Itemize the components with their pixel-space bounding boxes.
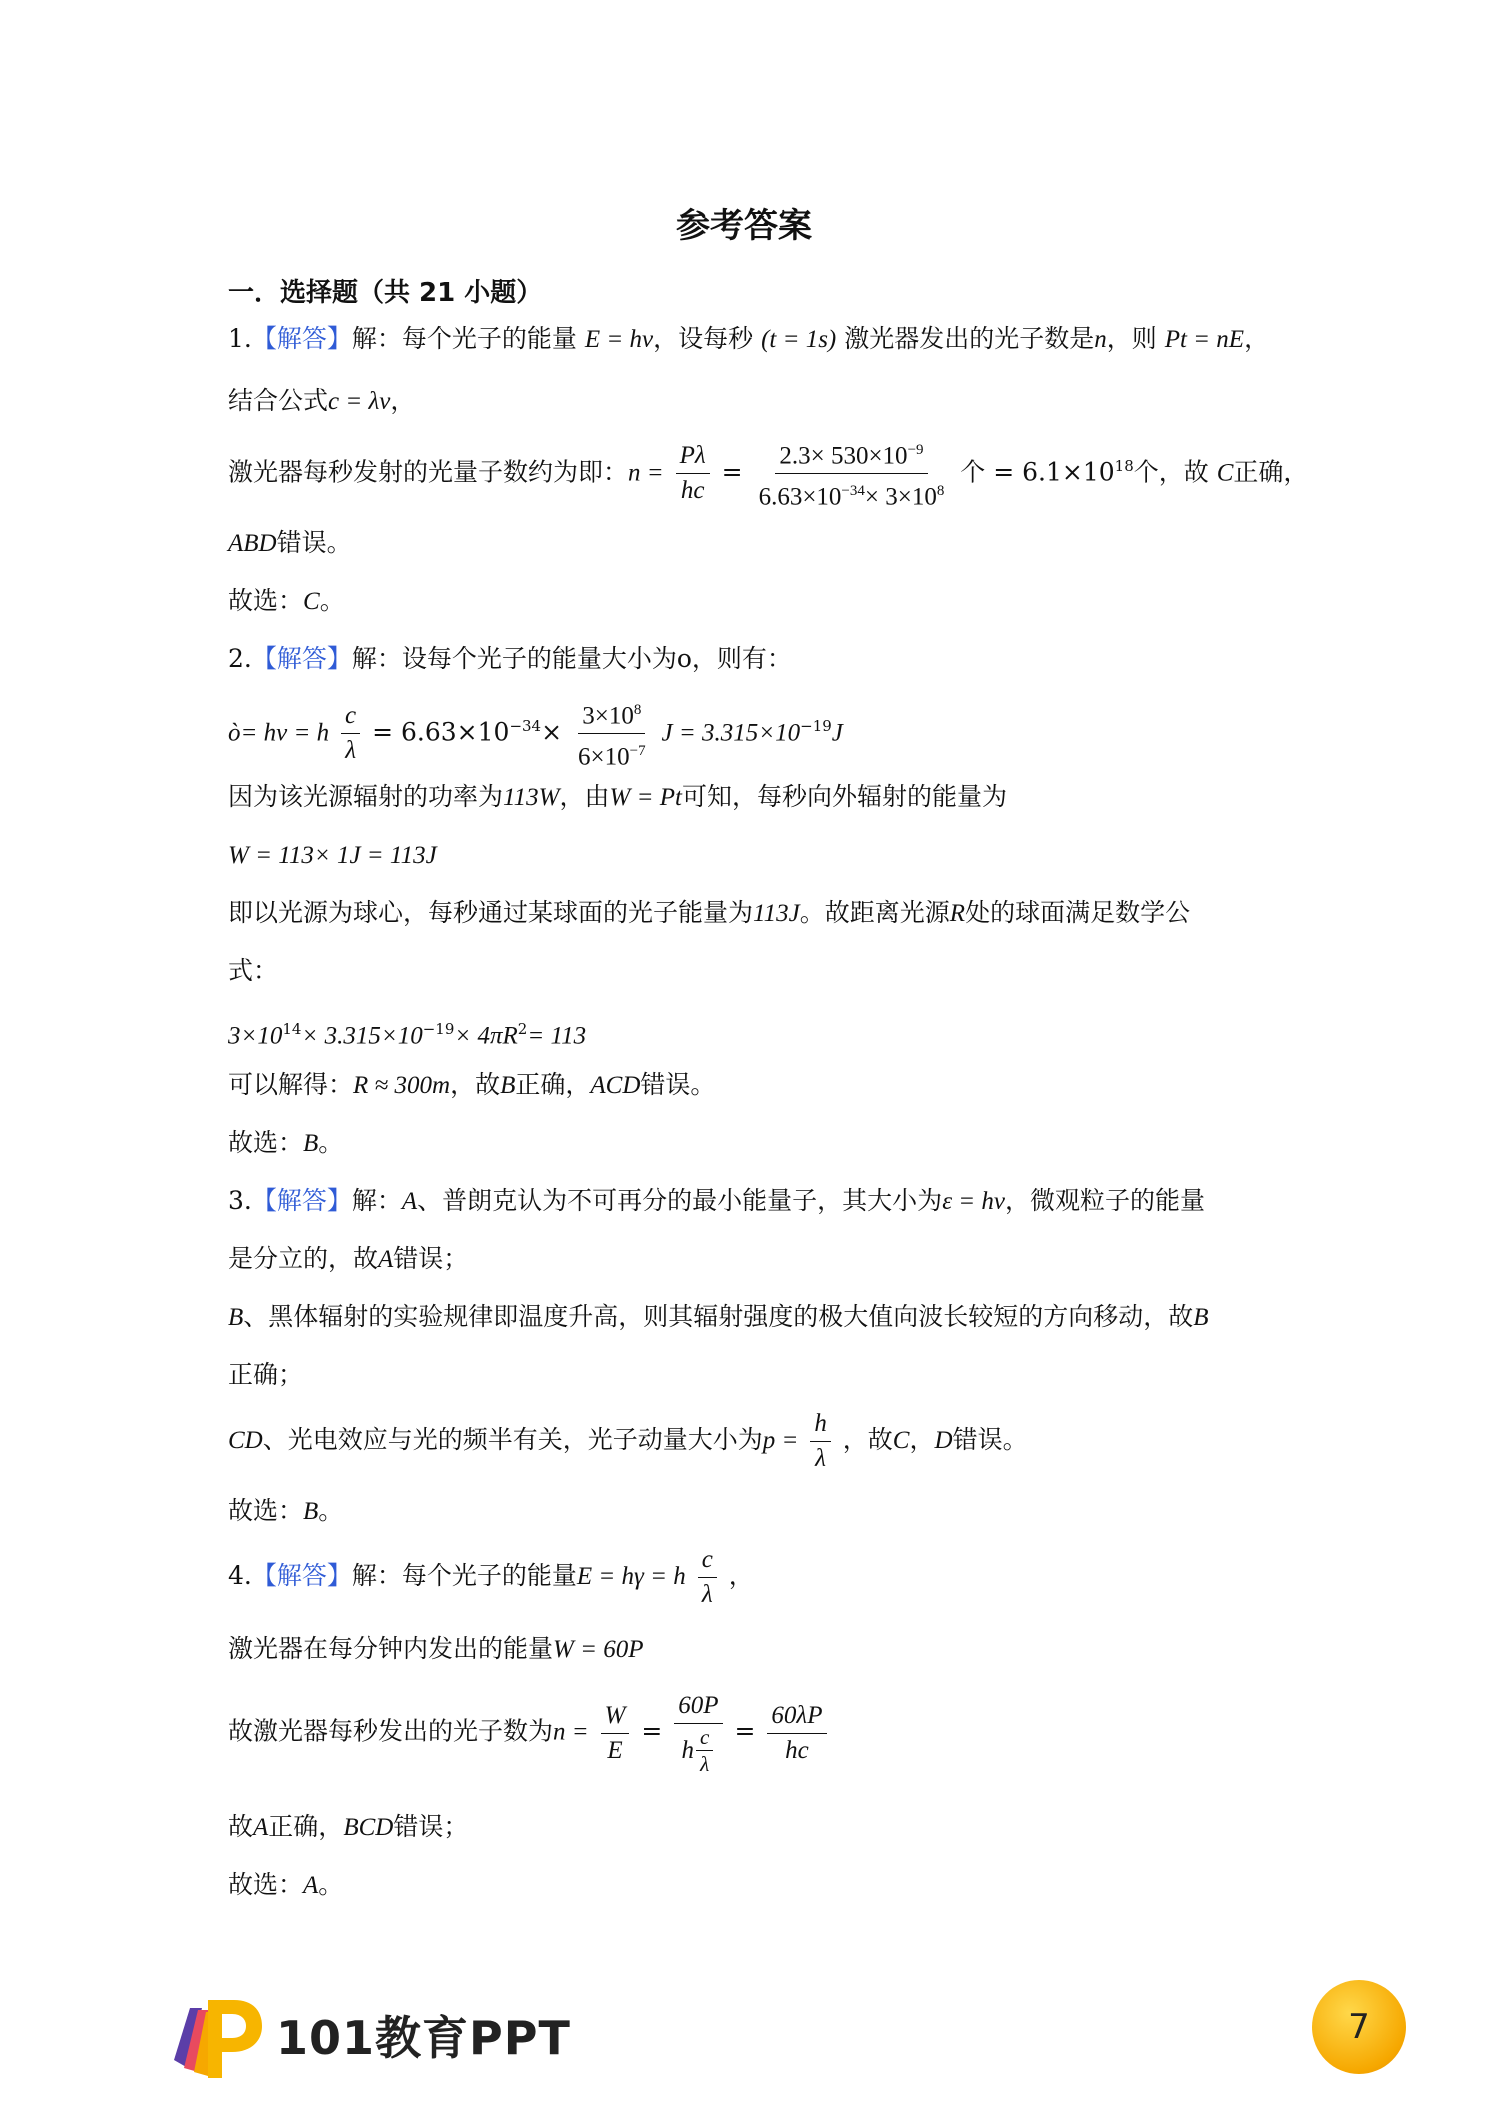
q4-fraction-1b: $\frac{W}{E}$ [601, 1700, 630, 1767]
q2-line-2: ò= hν = h $\frac{c}{\lambda}$ = $6.63\times 10^{-34}\times$ $\frac{3\times 10^8}{6\times 10^{-7}}$ $J = 3.315\times 10^{-19}J$ [228, 690, 843, 774]
q3-line-1: 3.【解答】解：A、普朗克认为不可再分的最小能量子，其大小为ε = hν，微观粒子的能量 [228, 1186, 1206, 1215]
q2-line-3: 因为该光源辐射的功率为113W，由W = Pt可知，每秒向外辐射的能量为 [228, 782, 1007, 811]
q3-line-4: 正确； [228, 1360, 304, 1389]
q2-answer: 故选：B。 [228, 1128, 344, 1157]
q2-line-6: 式： [228, 956, 279, 985]
q2-line-5: 即以光源为球心，每秒通过某球面的光子能量为113J。故距离光源R处的球面满足数学公 [228, 898, 1191, 927]
q4-line-4: 故A正确，BCD错误； [228, 1812, 469, 1841]
q4-tag: 【解答】 [251, 1561, 352, 1590]
q2-fraction-1: $\frac{c}{\lambda}$ [341, 700, 360, 767]
q1-line-4: ABD错误。 [228, 528, 352, 557]
q1-line-2: 结合公式c = λν， [228, 386, 416, 415]
q3-fraction: $\frac{h}{\lambda}$ [810, 1408, 831, 1475]
q1-number: 1. [228, 324, 252, 353]
brand-logo-icon [168, 1990, 264, 2082]
q2-fraction-2: $\frac{3\times 10^8}{6\times 10^{-7}}$ [574, 694, 650, 774]
q4-line-3: 故激光器每秒发出的光子数为n = $\frac{W}{E}$ = 60P h $\frac{c}{\lambda}$ = $\frac{60\lambda P}{hc}$ [228, 1690, 831, 1776]
section-heading: 一．选择题（共 21 小题） [228, 278, 543, 308]
q2-line-8: 可以解得：R ≈ 300m，故B正确，ACD错误。 [228, 1070, 716, 1099]
q1-tag: 【解答】 [251, 324, 352, 353]
q4-line-1: 4.【解答】解：每个光子的能量E = hγ = h $\frac{c}{\lambda}$ ， [228, 1540, 754, 1613]
page-number-badge: 7 [1312, 1980, 1406, 2074]
q3-tag: 【解答】 [251, 1186, 352, 1215]
q3-line-5: CD、光电效应与光的频半有关，光子动量大小为p = $\frac{h}{\lambda}$ ，故C，D错误。 [228, 1404, 1028, 1477]
q2-line-7: $3\times 10^{14}\times 3.315\times 10^{-19}\times 4\pi R^2= 113$ [228, 1020, 587, 1050]
q4-fraction-3: $\frac{60\lambda P}{hc}$ [767, 1700, 826, 1767]
q1-line-1: 1.【解答】解：每个光子的能量 E = hν，设每秒 (t = 1s) 激光器发出的光子数是n，则 Pt = nE， [228, 324, 1270, 353]
q1-fraction-1: $\frac{P\lambda}{hc}$ [676, 440, 710, 507]
q4-fraction-1: $\frac{c}{\lambda}$ [698, 1544, 717, 1611]
q4-fraction-2: 60P h $\frac{c}{\lambda}$ [674, 1690, 722, 1776]
q4-number: 4. [228, 1561, 252, 1590]
q2-tag: 【解答】 [251, 644, 352, 673]
page-title: 参考答案 [676, 206, 812, 246]
q3-line-3: B、黑体辐射的实验规律即温度升高，则其辐射强度的极大值向波长较短的方向移动，故B [228, 1302, 1209, 1331]
q2-line-1: 2.【解答】解：设每个光子的能量大小为ο，则有： [228, 644, 792, 673]
q4-line-2: 激光器在每分钟内发出的能量W = 60P [228, 1634, 644, 1663]
q2-line-4: W = 113× 1J = 113J [228, 842, 437, 869]
brand-name: 101教育PPT [276, 2011, 571, 2065]
q2-number: 2. [228, 644, 252, 673]
q1-fraction-2: $\frac{2.3\times 530\times 10^{-9}}{6.63\times 10^{-34}\times 3\times 10^8}$ [755, 434, 949, 514]
q4-answer: 故选：A。 [228, 1870, 344, 1899]
q3-number: 3. [228, 1186, 252, 1215]
q1-line-3: 激光器每秒发射的光量子数约为即：n = $\frac{P\lambda}{hc}$ = $\frac{2.3\times 530\times 10^{-9}}{6.63\times 10^{-34}\times 3\times 10^8}$ 个 = $6.1\times 10^{18}$个，故 C正确， [228, 430, 1308, 514]
q1-answer: 故选：C。 [228, 586, 345, 615]
q3-answer: 故选：B。 [228, 1496, 344, 1525]
q3-line-2: 是分立的，故A错误； [228, 1244, 469, 1273]
